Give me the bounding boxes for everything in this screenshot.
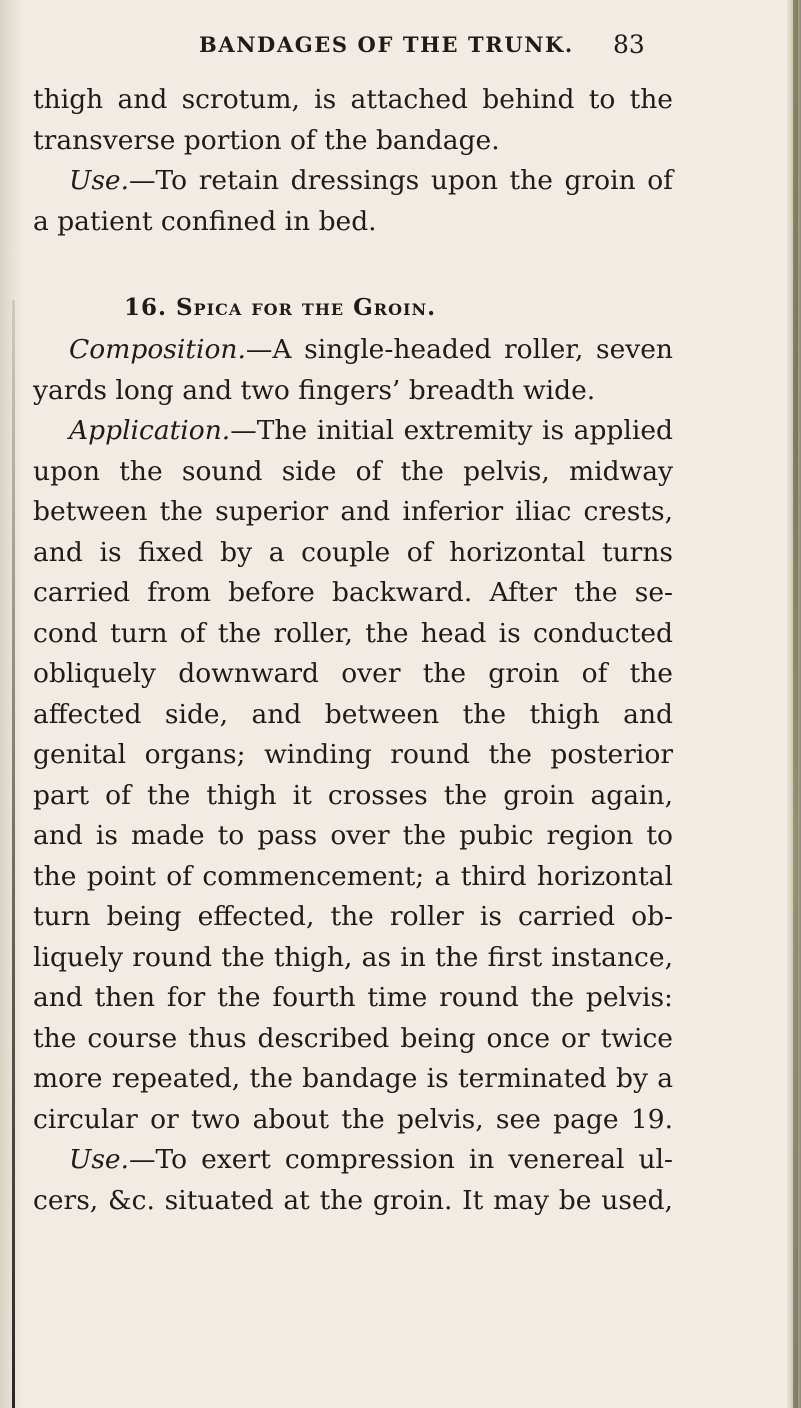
text-line: genital organs; winding round the posterior xyxy=(33,739,673,770)
text-line: carried from before backward. After the se- xyxy=(33,577,673,608)
text-line: part of the thigh it crosses the groin again, xyxy=(33,779,673,811)
section-heading xyxy=(33,286,673,330)
page-body xyxy=(33,80,673,1221)
text-line: cers, &c. situated at the groin. It may be used, xyxy=(33,1184,673,1216)
text-line-content: —A single-headed roller, seven xyxy=(245,334,673,365)
right-binding-strip xyxy=(793,0,798,1408)
text-line: affected side, and between the thigh and xyxy=(33,698,673,730)
application-label: Application. xyxy=(69,415,231,446)
text-line: upon the sound side of the pelvis, midway xyxy=(33,455,673,487)
use-label: Use. xyxy=(69,1144,130,1175)
text-line: between the superior and inferior iliac crests, xyxy=(33,496,673,527)
section-number: 16. xyxy=(124,294,168,321)
text-line-content: —To retain dressings upon the groin of xyxy=(129,165,673,196)
text-line-content: —The initial extremity is applied xyxy=(230,415,673,446)
running-head xyxy=(0,30,801,60)
running-title: BANDAGES OF THE TRUNK. xyxy=(199,32,574,57)
spacer xyxy=(33,242,673,286)
text-line: the course thus described being once or twice xyxy=(33,1022,673,1054)
text-line xyxy=(33,161,673,202)
text-line: more repeated, the bandage is terminated by a xyxy=(33,1063,673,1094)
text-line: turn being effected, the roller is carried ob- xyxy=(33,901,673,932)
text-line: obliquely downward over the groin of the xyxy=(33,658,673,689)
composition-label: Composition. xyxy=(69,334,246,365)
text-line: and is fixed by a couple of horizontal turns xyxy=(33,536,673,568)
text-line: and then for the fourth time round the pelvis: xyxy=(33,982,673,1013)
text-line: the point of commencement; a third horizontal xyxy=(33,860,673,892)
binding-edge xyxy=(12,300,15,1408)
use-label: Use. xyxy=(69,165,130,196)
text-line-content: —To exert compression in venereal ul- xyxy=(129,1144,673,1175)
page-number: 83 xyxy=(613,30,645,59)
text-line: cond turn of the roller, the head is conducted xyxy=(33,617,673,649)
text-line: transverse portion of the bandage. xyxy=(33,124,500,156)
section-title: Spica for the Groin. xyxy=(176,294,437,321)
text-line xyxy=(33,411,673,452)
text-line: and is made to pass over the pubic region to xyxy=(33,820,673,851)
text-line xyxy=(33,1140,673,1181)
text-line: yards long and two fingers’ breadth wide. xyxy=(33,374,596,406)
text-line: thigh and scrotum, is attached behind to the xyxy=(33,84,673,115)
text-line: liquely round the thigh, as in the first instance, xyxy=(33,941,673,973)
text-line: a patient confined in bed. xyxy=(33,205,377,237)
text-line xyxy=(33,330,673,371)
text-line: circular or two about the pelvis, see page 19. xyxy=(33,1103,673,1135)
